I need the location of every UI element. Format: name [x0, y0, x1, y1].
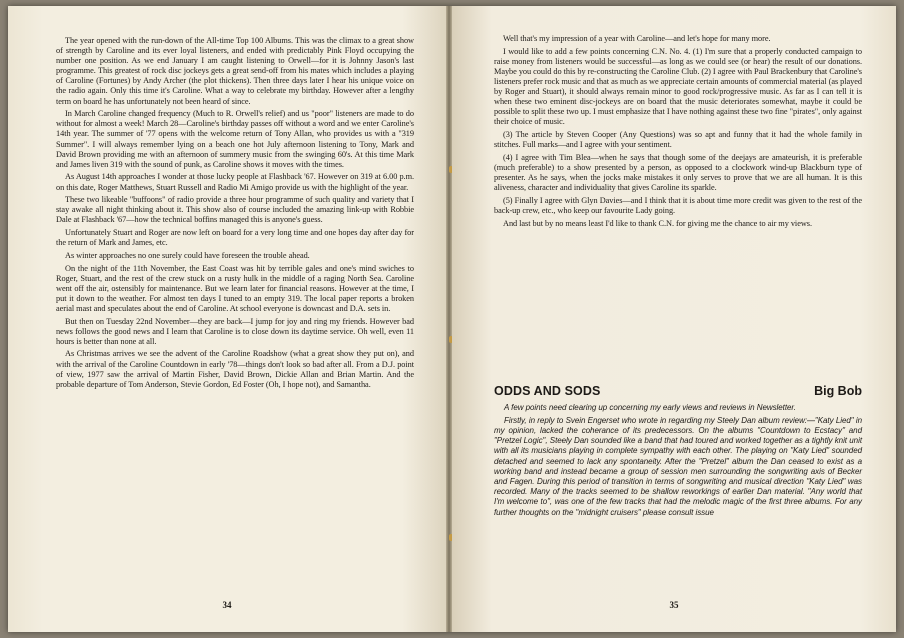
page-number-left: 34 [222, 600, 232, 610]
paragraph: A few points need clearing up concerning my early views and reviews in Newsletter. [504, 403, 796, 412]
section-author: Big Bob [814, 384, 862, 398]
right-page [452, 6, 896, 632]
paragraph: As Christmas arrives we see the advent of the Caroline Roadshow (what a great show they put on), and with the arrival of the Caroline Countdown in early '78—things don't look so bad after all. From a D.J. point of view, 1977 saw the arrival of Martin Fisher, David Brown, Dickie Allan and Brian Martin. And the probable departure of Tom Anderson, Stevie Gordon, Ed Foster (Oh, I hope not), and Samantha. [56, 349, 414, 389]
paragraph: Unfortunately Stuart and Roger are now left on board for a very long time and one hopes day after day for the return of Mark and James, etc. [56, 228, 414, 248]
paragraph: As August 14th approaches I wonder at those lucky people at Flashback '67. However on 319 at 6.00 p.m. on this date, Roger Matthews, Stuart Russell and Radio Mi Amigo provide us with the highlight of the year. [56, 172, 414, 192]
page-number-right: 35 [669, 600, 679, 610]
paragraph: (4) I agree with Tim Blea—when he says that though some of the deejays are amateurish, it is preferable (much preferable) to a show presented by a person, as opposed to a clockwork wind-up Blackburn type of presenter. As he says, when the jocks make mistakes it only serves to prove that we are all human. It is this aliveness, character and individuality that gives Caroline its sparkle. [494, 152, 862, 193]
right-page-text [494, 34, 862, 231]
section-title: ODDS AND SODS [494, 384, 601, 398]
section-header [494, 384, 862, 400]
paragraph: (3) The article by Steven Cooper (Any Questions) was so apt and funny that it had the whole family in stitches. Full marks—and I agree with your sentiment. [494, 130, 862, 150]
section-body [494, 403, 862, 520]
paragraph: In March Caroline changed frequency (Much to R. Orwell's relief) and us "poor" listeners are made to do without for almost a week! March 28—Caroline's birthday passes off without a word and we enter Caroline's 14th year. The summer of '77 opens with the welcome return of Tony Allan, who provides us with a "319 Summer". I will always remember lying on a beach one hot July afternoon listening to Tony, Mark and David Brown providing me with an afternoon of summery music from the swinging 60's. At this time Mark and James liven 319 with the sound of punk, as Caroline shows it moves with the times. [56, 109, 414, 169]
paragraph: Firstly, in reply to Svein Engerset who wrote in regarding my Steely Dan album review:—"Katy Lied" in my opinion, lacked the coherance of its predecessors. On the albums "Countdown to Ecstacy" and "Pretzel Logic", Steely Dan sounded like a band that had toured and worked together as a tightly knit unit with all its musicians playing in complete sympathy with each other. The playing on "Katy Lied" sounded detached and seemed to lack any spontaneity. After the "Pretzel" album the Dan ceased to exist as a working band and instead became a group of session men surrounding the songwriting axis of Becker and Fagen. During this period of transition in terms of songwriting and musical direction "Katy Lied" was recorded. Many of the tracks seemed to be shallow reworkings of earlier Dan material. "Any world that I'm welcome to", was one of the few tracks that had the melodic magic of the first three albums. For any further thoughts on the "midnight cruisers" please consult issue [494, 415, 862, 517]
left-page [8, 6, 446, 632]
paragraph: As winter approaches no one surely could have foreseen the trouble ahead. [65, 250, 310, 260]
book-spread [8, 6, 896, 632]
paragraph: I would like to add a few points concerning C.N. No. 4. (1) I'm sure that a properly conducted campaign to raise money from listeners would be successful—as long as we could see (or hear) the result of our donations. Maybe you could do this by re-constructing the Caroline Club. (2) I agree with Paul Brackenbury that Caroline's listeners prefer rock music and that as much as we appreciate certain amounts of commercial material (as played by Roger and Stuart), it should always remain minor to good rock/progressive music. As far as I can tell it is when these two eminent disc-jockeys are on board that the music deteriorates somewhat, maybe it could be possible to split these two up. I must emphasize that I have nothing against these two fine "pirates", only against their choice of music. [494, 46, 862, 127]
paragraph: The year opened with the run-down of the All-time Top 100 Albums. This was the climax to a great show of strength by Caroline and its ever loyal listeners, and ended with predictably Pink Floyd occupying the number one position. As we end January I am caught listening to Orwell—for it is Johnny Jason's last programme. This greatest of rock disc jockeys gets a great send-off from his mates which includes a playing of Caroline (Fortunes) by Andy Archer (the plot thickens). Then three days later I hear his unique voice on the radio again. Only this time it's Caroline. What a way to celebrate my birthday. However after a lengthy term on board he has unfortunately not been heard of since. [56, 36, 414, 106]
paragraph: On the night of the 11th November, the East Coast was hit by terrible gales and one's mind swiches to Roger, Stuart, and the rest of the crew stuck on a rusty hulk in the middle of a raging North Sea. Caroline went off the air, ostensibly for maintenance. But we learn later for financial reasons. However at the time, I put it down to the weather. For almost ten days I tuned to an empty 319. The local paper reports a broken aerial mast and speculates about the end of Caroline. At school everyone is downcast and D.A. sets in. [56, 263, 414, 313]
paragraph: Well that's my impression of a year with Caroline—and let's hope for many more. [503, 34, 771, 43]
left-page-text [56, 36, 414, 392]
paragraph: And last but by no means least I'd like to thank C.N. for giving me the chance to air my views. [503, 218, 812, 228]
paragraph: (5) Finally I agree with Glyn Davies—and I think that it is about time more credit was given to the rest of the back-up crew, etc., who keep our favourite Lady going. [494, 195, 862, 215]
paragraph: These two likeable "buffoons" of radio provide a three hour programme of such quality and variety that I stay awake all night thinking about it. This show also of course included the amazing link-up with Robbie Dale at Flashback '67—how the technical boffins managed this is anyone's guess. [56, 195, 414, 225]
paragraph: But then on Tuesday 22nd November—they are back—I jump for joy and ring my friends. However bad news follows the good news and I learn that Caroline is to close down its daytime service. Oh well, even 11 hours is better than none at all. [56, 316, 414, 346]
